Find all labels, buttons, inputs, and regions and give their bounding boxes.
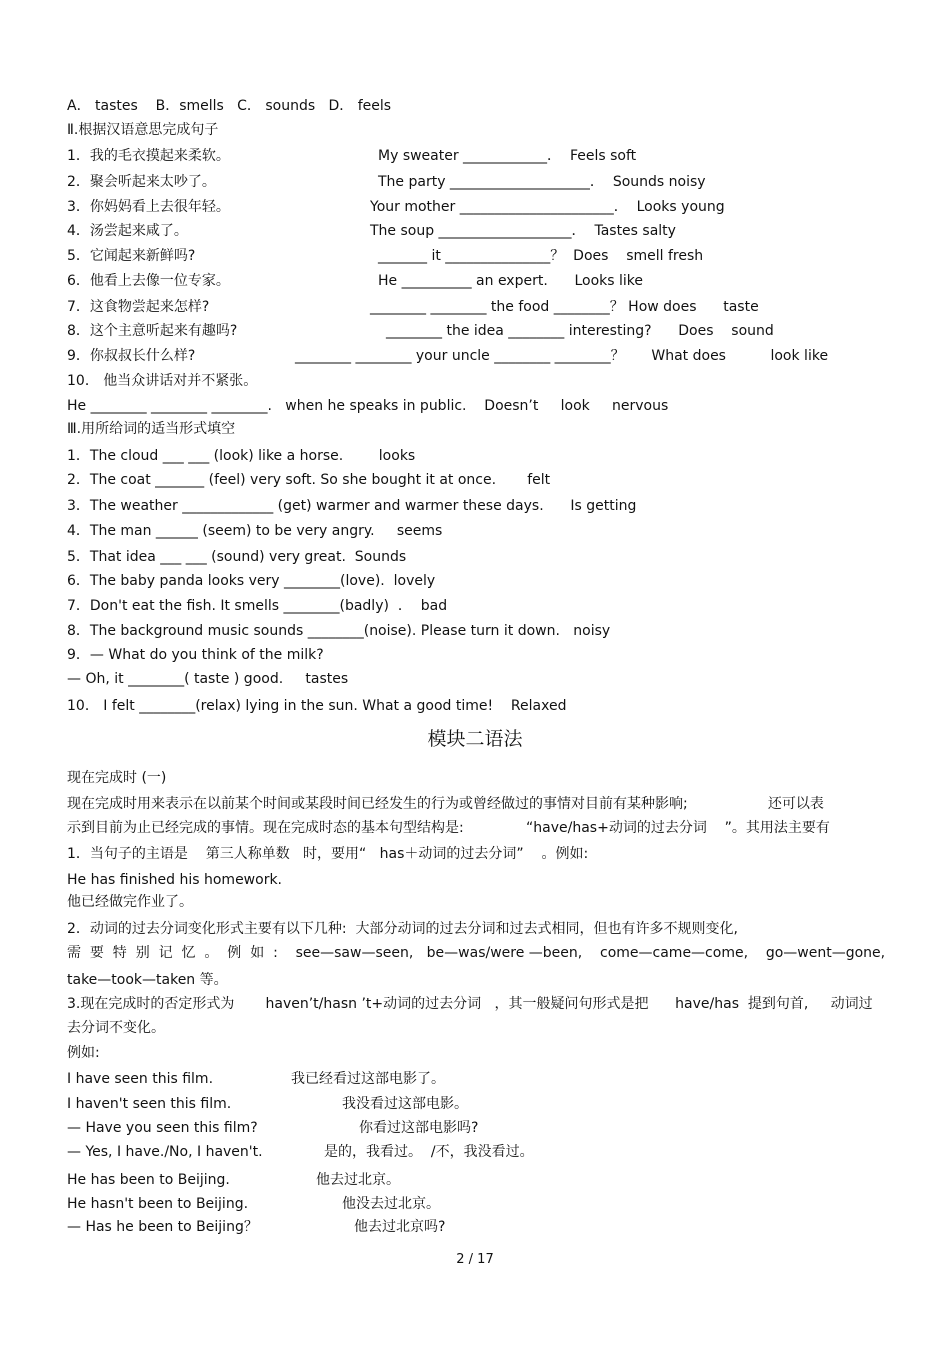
point-1: 1．当句子的主语是 第三人称单数 时，要用“ has＋动词的过去分词” 。例如:	[67, 846, 589, 862]
example-6-cn: 他没去过北京。	[342, 1196, 440, 1212]
example-4-en: — Yes, I have./No, I haven't.	[67, 1144, 263, 1160]
s2-item-7-cn: 7．这食物尝起来怎样?	[67, 299, 210, 315]
point-2-line-2: 需 要 特 别 记 忆 。 例 如 : see—saw—seen, be—was/were —been, come—came—come, go—went—gone,	[67, 945, 886, 961]
s2-item-2-en: The party ____________________． Sounds noisy	[378, 174, 706, 190]
example-7-cn: 他去过北京吗?	[354, 1219, 446, 1235]
s2-item-9-en: ________ ________ your uncle ________ ________？ What does look like	[295, 348, 829, 364]
s2-item-3-en: Your mother ______________________． Looks young	[370, 199, 725, 215]
point-1-example-en: He has finished his homework.	[67, 872, 283, 888]
example-2-cn: 我没看过这部电影。	[342, 1096, 468, 1112]
s2-item-3-cn: 3．你妈妈看上去很年轻。	[67, 199, 230, 215]
example-1-en: I have seen this film.	[67, 1071, 214, 1087]
intro-line-2: 示到目前为止已经完成的事情。现在完成时态的基本句型结构是: “have/has+动词的过去分词 ”。其用法主要有	[67, 820, 830, 836]
example-2-en: I haven't seen this film.	[67, 1096, 232, 1112]
example-3-cn: 你看过这部电影吗?	[359, 1120, 479, 1136]
s3-item-5: 5．That idea ___ ___ (sound) very great. Sounds	[67, 549, 407, 565]
example-5-en: He has been to Beijing.	[67, 1172, 230, 1188]
s3-item-1: 1．The cloud ___ ___ (look) like a horse. looks	[67, 448, 416, 464]
point-1-example-cn: 他已经做完作业了。	[67, 894, 193, 910]
page-number: 2 / 17	[456, 1252, 494, 1267]
s3-item-10: 10． I felt ________(relax) lying in the sun. What a good time! Relaxed	[67, 698, 567, 714]
s3-item-9-answer: — Oh, it ________( taste ) good. tastes	[67, 671, 349, 687]
point-3-line-2: 去分词不变化。	[67, 1020, 165, 1036]
s2-item-8-cn: 8．这个主意听起来有趣吗?	[67, 323, 238, 339]
intro-line-1: 现在完成时用来表示在以前某个时间或某段时间已经发生的行为或曾经做过的事情对目前有某种影响; 还可以表	[67, 796, 824, 812]
s2-item-10-answer: He ________ ________ ________. when he speaks in public. Doesn’t look nervous	[67, 398, 669, 414]
s3-item-7: 7．Don't eat the fish. It smells ________(badly) ． bad	[67, 598, 448, 614]
s2-item-7-en: ________ ________ the food ________？ How does taste	[370, 299, 759, 315]
example-3-en: — Have you seen this film?	[67, 1120, 258, 1136]
section2-heading: Ⅱ.根据汉语意思完成句子	[67, 122, 219, 138]
point-3-line-1: 3.现在完成时的否定形式为 haven’t/hasn ’t+动词的过去分词 ，其一般疑问句形式是把 have/has 提到句首, 动词过	[67, 996, 873, 1012]
section3-heading: Ⅲ.用所给词的适当形式填空	[67, 421, 236, 437]
s2-item-4-en: The soup ___________________． Tastes salty	[370, 223, 676, 239]
s2-item-6-en: He __________ an expert. Looks like	[378, 273, 644, 289]
s2-item-10-cn: 10． 他当众讲话对并不紧张。	[67, 373, 258, 389]
example-6-en: He hasn't been to Beijing.	[67, 1196, 249, 1212]
example-label: 例如:	[67, 1045, 100, 1061]
s2-item-1-cn: 1．我的毛衣摸起来柔软。	[67, 148, 230, 164]
example-5-cn: 他去过北京。	[316, 1172, 400, 1188]
s3-item-9: 9．— What do you think of the milk?	[67, 647, 324, 663]
module-subtitle: 现在完成时 (一)	[67, 770, 167, 786]
example-1-cn: 我已经看过这部电影了。	[291, 1071, 445, 1087]
example-4-cn: 是的，我看过。 /不，我没看过。	[324, 1144, 534, 1160]
s2-item-8-en: ________ the idea ________ interesting? Does sound	[386, 323, 774, 339]
module-title: 模块二语法	[427, 728, 523, 750]
s3-item-4: 4．The man ______ (seem) to be very angry. seems	[67, 523, 443, 539]
s2-item-1-en: My sweater ____________． Feels soft	[378, 148, 637, 164]
s2-item-6-cn: 6．他看上去像一位专家。	[67, 273, 230, 289]
s3-item-3: 3．The weather _____________ (get) warmer and warmer these days. Is getting	[67, 498, 637, 514]
s2-item-2-cn: 2．聚会听起来太吵了。	[67, 174, 216, 190]
point-2-line-3: take—took—taken 等。	[67, 972, 228, 988]
choices-line: A． tastes B．smells C． sounds D． feels	[67, 98, 392, 114]
s2-item-4-cn: 4．汤尝起来咸了。	[67, 223, 188, 239]
s3-item-6: 6．The baby panda looks very ________(love). lovely	[67, 573, 436, 589]
point-2-line-1: 2．动词的过去分词变化形式主要有以下几种: 大部分动词的过去分词和过去式相同，但也有许多不规则变化,	[67, 921, 738, 937]
s2-item-5-cn: 5．它闻起来新鲜吗?	[67, 248, 196, 264]
s2-item-9-cn: 9．你叔叔长什么样?	[67, 348, 196, 364]
s3-item-2: 2．The coat _______ (feel) very soft. So she bought it at once. felt	[67, 472, 551, 488]
s2-item-5-en: _______ it _______________？ Does smell fresh	[378, 248, 704, 264]
s3-item-8: 8．The background music sounds ________(noise). Please turn it down. noisy	[67, 623, 611, 639]
example-7-en: — Has he been to Beijing？	[67, 1219, 258, 1235]
